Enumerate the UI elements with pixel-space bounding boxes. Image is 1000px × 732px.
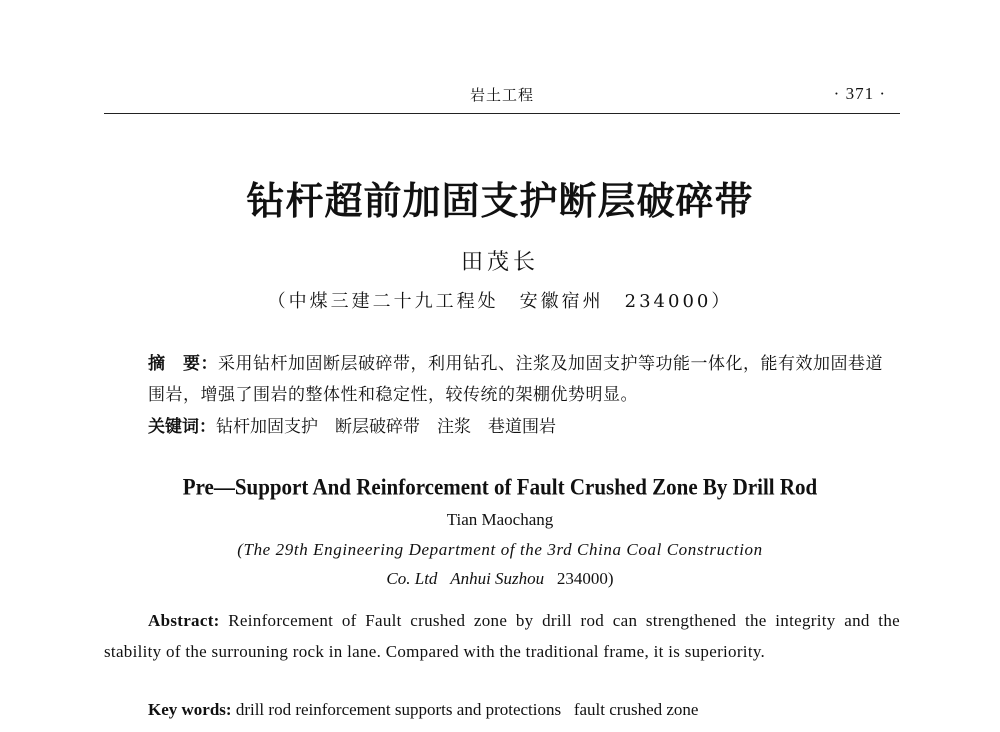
en-abstract-label: Abstract:: [148, 611, 220, 630]
en-keywords-label: Key words:: [148, 700, 232, 719]
journal-section-title: 岩土工程: [469, 86, 534, 104]
cn-keywords-text: 钻杆加固支护 断层破碎带 注浆 巷道围岩: [216, 417, 556, 437]
cn-keywords: [148, 412, 556, 437]
en-affiliation-postcode: 234000): [556, 569, 614, 588]
cn-keywords-label: 关键词：: [148, 417, 216, 437]
page-number: · 371 ·: [833, 84, 886, 103]
cn-title: 钻杆超前加固支护断层破碎带: [246, 179, 754, 223]
running-header: [104, 80, 900, 112]
en-keywords-text: drill rod reinforcement supports and protections fault crushed zone: [235, 700, 699, 719]
en-title: Pre—Support And Reinforcement of Fault Crushed Zone By Drill Rod: [182, 474, 818, 500]
cn-abstract-text: 采用钻杆加固断层破碎带，利用钻孔、注浆及加固支护等功能一体化，能有效加固巷道围岩，增强了围岩的整体性和稳定性，较传统的架棚优势明显。: [148, 354, 883, 405]
en-author: Tian Maochang: [446, 510, 554, 529]
en-affiliation-line1: (The 29th Engineering Department of the 3rd China Coal Construction: [237, 540, 763, 559]
header-rule: [104, 113, 900, 114]
en-affiliation-line2: [0, 569, 1000, 589]
en-abstract-text: Reinforcement of Fault crushed zone by drill rod can strengthened the integrity and the stability of the surrouning rock in lane. Compared with the traditional frame, it is superiority.: [104, 611, 900, 661]
en-abstract: [104, 605, 900, 667]
cn-affiliation: （中煤三建二十九工程处 安徽宿州 234000）: [267, 291, 733, 312]
en-affiliation-location: Anhui Suzhou: [450, 569, 545, 588]
cn-author: 田茂长: [460, 250, 539, 275]
cn-abstract: [104, 349, 900, 411]
cn-abstract-label: 摘 要：: [148, 354, 218, 374]
en-affiliation-company: Co. Ltd: [386, 569, 438, 588]
en-keywords: [148, 700, 698, 720]
